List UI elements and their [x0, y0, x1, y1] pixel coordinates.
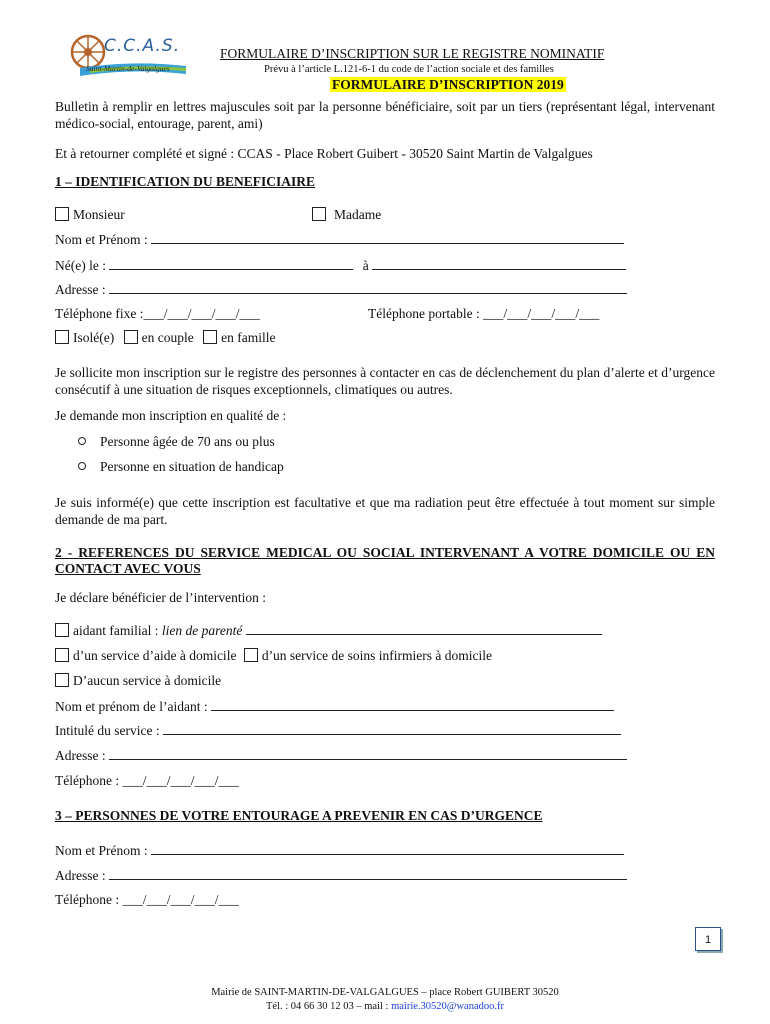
service-address-label: Adresse : — [55, 748, 106, 763]
mobile-phone[interactable]: Téléphone portable : ___/___/___/___/___ — [368, 306, 600, 321]
contact-phone[interactable]: Téléphone : ___/___/___/___/___ — [55, 892, 239, 907]
aidant-label: aidant familial : — [73, 623, 159, 638]
declare-text: Je déclare bénéficier de l’intervention : — [55, 590, 267, 605]
intro-paragraph: Bulletin à remplir en lettres majuscules soit par la personne bénéficiaire, soit par un tiers (représentant légal, intervenant médico-social, entourage, parent, ami) — [55, 99, 715, 131]
landline-phone[interactable]: Téléphone fixe :___/___/___/___/___ — [55, 306, 260, 321]
option-age-70-radio[interactable] — [78, 437, 86, 445]
beneficiary-address-field[interactable] — [109, 281, 627, 294]
beneficiary-name-label: Nom et Prénom : — [55, 232, 148, 247]
footer-line2 — [0, 1001, 770, 1012]
contact-name-field[interactable] — [151, 842, 624, 855]
option-handicap-radio[interactable] — [78, 462, 86, 470]
birth-date-field[interactable] — [109, 257, 353, 270]
page-number: 1 — [704, 934, 712, 946]
birth-place-label: à — [362, 258, 369, 273]
monsieur-label: Monsieur — [73, 207, 125, 222]
informed-consent-text: Je suis informé(e) que cette inscription est facultative et que ma radiation peut être effectuée à tout moment sur simple demande de ma part. — [55, 495, 715, 527]
service-aide-label: d’un service d’aide à domicile — [73, 648, 237, 663]
lien-parente-label: lien de parenté — [161, 623, 243, 638]
madame-option[interactable] — [312, 207, 381, 223]
ccas-logo — [70, 30, 188, 82]
birth-date-label: Né(e) le : — [55, 258, 106, 273]
household-options — [55, 330, 275, 346]
isole-checkbox[interactable] — [55, 330, 69, 344]
contact-address-label: Adresse : — [55, 868, 106, 883]
lien-parente-field[interactable] — [246, 622, 602, 635]
contact-address-row — [55, 867, 627, 884]
aucun-row — [55, 673, 221, 689]
form-title: FORMULAIRE D’INSCRIPTION SUR LE REGISTRE NOMINATIF — [220, 46, 605, 61]
couple-label: en couple — [141, 330, 194, 345]
page-number-box — [695, 927, 721, 951]
beneficiary-name-row — [55, 231, 624, 248]
beneficiary-address-label: Adresse : — [55, 282, 106, 297]
birth-place-field[interactable] — [372, 257, 626, 270]
birth-row — [55, 257, 626, 274]
aidant-name-field[interactable] — [211, 698, 614, 711]
isole-label: Isolé(e) — [73, 330, 115, 345]
footer-email-link[interactable]: mairie.30520@wanadoo.fr — [391, 1001, 504, 1012]
service-phone[interactable]: Téléphone : ___/___/___/___/___ — [55, 773, 239, 788]
aidant-checkbox[interactable] — [55, 623, 69, 637]
contact-name-row — [55, 842, 624, 859]
option-handicap-label: Personne en situation de handicap — [100, 459, 284, 474]
option-age-70[interactable] — [78, 434, 275, 450]
section1-title: 1 – IDENTIFICATION DU BENEFICIAIRE — [55, 174, 316, 189]
footer-line1: Mairie de SAINT-MARTIN-DE-VALGALGUES – place Robert GUIBERT 30520 — [211, 987, 559, 998]
qualite-text: Je demande mon inscription en qualité de : — [55, 408, 287, 423]
beneficiary-name-field[interactable] — [151, 231, 624, 244]
couple-checkbox[interactable] — [124, 330, 138, 344]
form-subtitle: Prévu à l’article L.121-6-1 du code de l’action sociale et des familles — [264, 64, 554, 75]
aucun-service-checkbox[interactable] — [55, 673, 69, 687]
logo-subtitle: Saint-Martin-de-Valgalgues — [86, 64, 170, 73]
service-soins-label: d’un service de soins infirmiers à domicile — [261, 648, 492, 663]
famille-label: en famille — [221, 330, 276, 345]
service-soins-checkbox[interactable] — [244, 648, 258, 662]
service-name-field[interactable] — [163, 722, 621, 735]
logo-text: C.C.A.S. — [104, 36, 181, 56]
aidant-row — [55, 622, 602, 639]
registration-request-text: Je sollicite mon inscription sur le registre des personnes à contacter en cas de déclenchement du plan d’alerte et d’urgence consécutif à une situation de risques exceptionnels, climatiques ou autres. — [55, 365, 715, 397]
aidant-name-label: Nom et prénom de l’aidant : — [55, 699, 208, 714]
service-name-label: Intitulé du service : — [55, 723, 160, 738]
form-year-title — [330, 77, 566, 93]
section2-title: 2 - REFERENCES DU SERVICE MEDICAL OU SOCIAL INTERVENANT A VOTRE DOMICILE OU EN CONTACT AVEC VOUS — [55, 545, 715, 576]
return-instructions: Et à retourner complété et signé : CCAS - Place Robert Guibert - 30520 Saint Martin de Valgalgues — [55, 146, 593, 161]
contact-address-field[interactable] — [109, 867, 627, 880]
footer-phone: Tél. : 04 66 30 12 03 – mail : — [265, 1001, 392, 1012]
aucun-service-label: D’aucun service à domicile — [73, 673, 222, 688]
famille-checkbox[interactable] — [203, 330, 217, 344]
option-age-70-label: Personne âgée de 70 ans ou plus — [100, 434, 275, 449]
service-name-row — [55, 722, 621, 739]
contact-name-label: Nom et Prénom : — [55, 843, 148, 858]
service-row — [55, 648, 492, 664]
aidant-name-row — [55, 698, 614, 715]
service-aide-checkbox[interactable] — [55, 648, 69, 662]
monsieur-option[interactable] — [55, 207, 125, 223]
form-year-title-text: FORMULAIRE D’INSCRIPTION 2019 — [332, 77, 564, 92]
service-address-field[interactable] — [109, 747, 627, 760]
madame-checkbox[interactable] — [312, 207, 326, 221]
option-handicap[interactable] — [78, 459, 284, 475]
section3-title: 3 – PERSONNES DE VOTRE ENTOURAGE A PREVENIR EN CAS D’URGENCE — [55, 808, 543, 823]
beneficiary-address-row — [55, 281, 627, 298]
madame-label: Madame — [334, 207, 382, 222]
monsieur-checkbox[interactable] — [55, 207, 69, 221]
service-address-row — [55, 747, 627, 764]
